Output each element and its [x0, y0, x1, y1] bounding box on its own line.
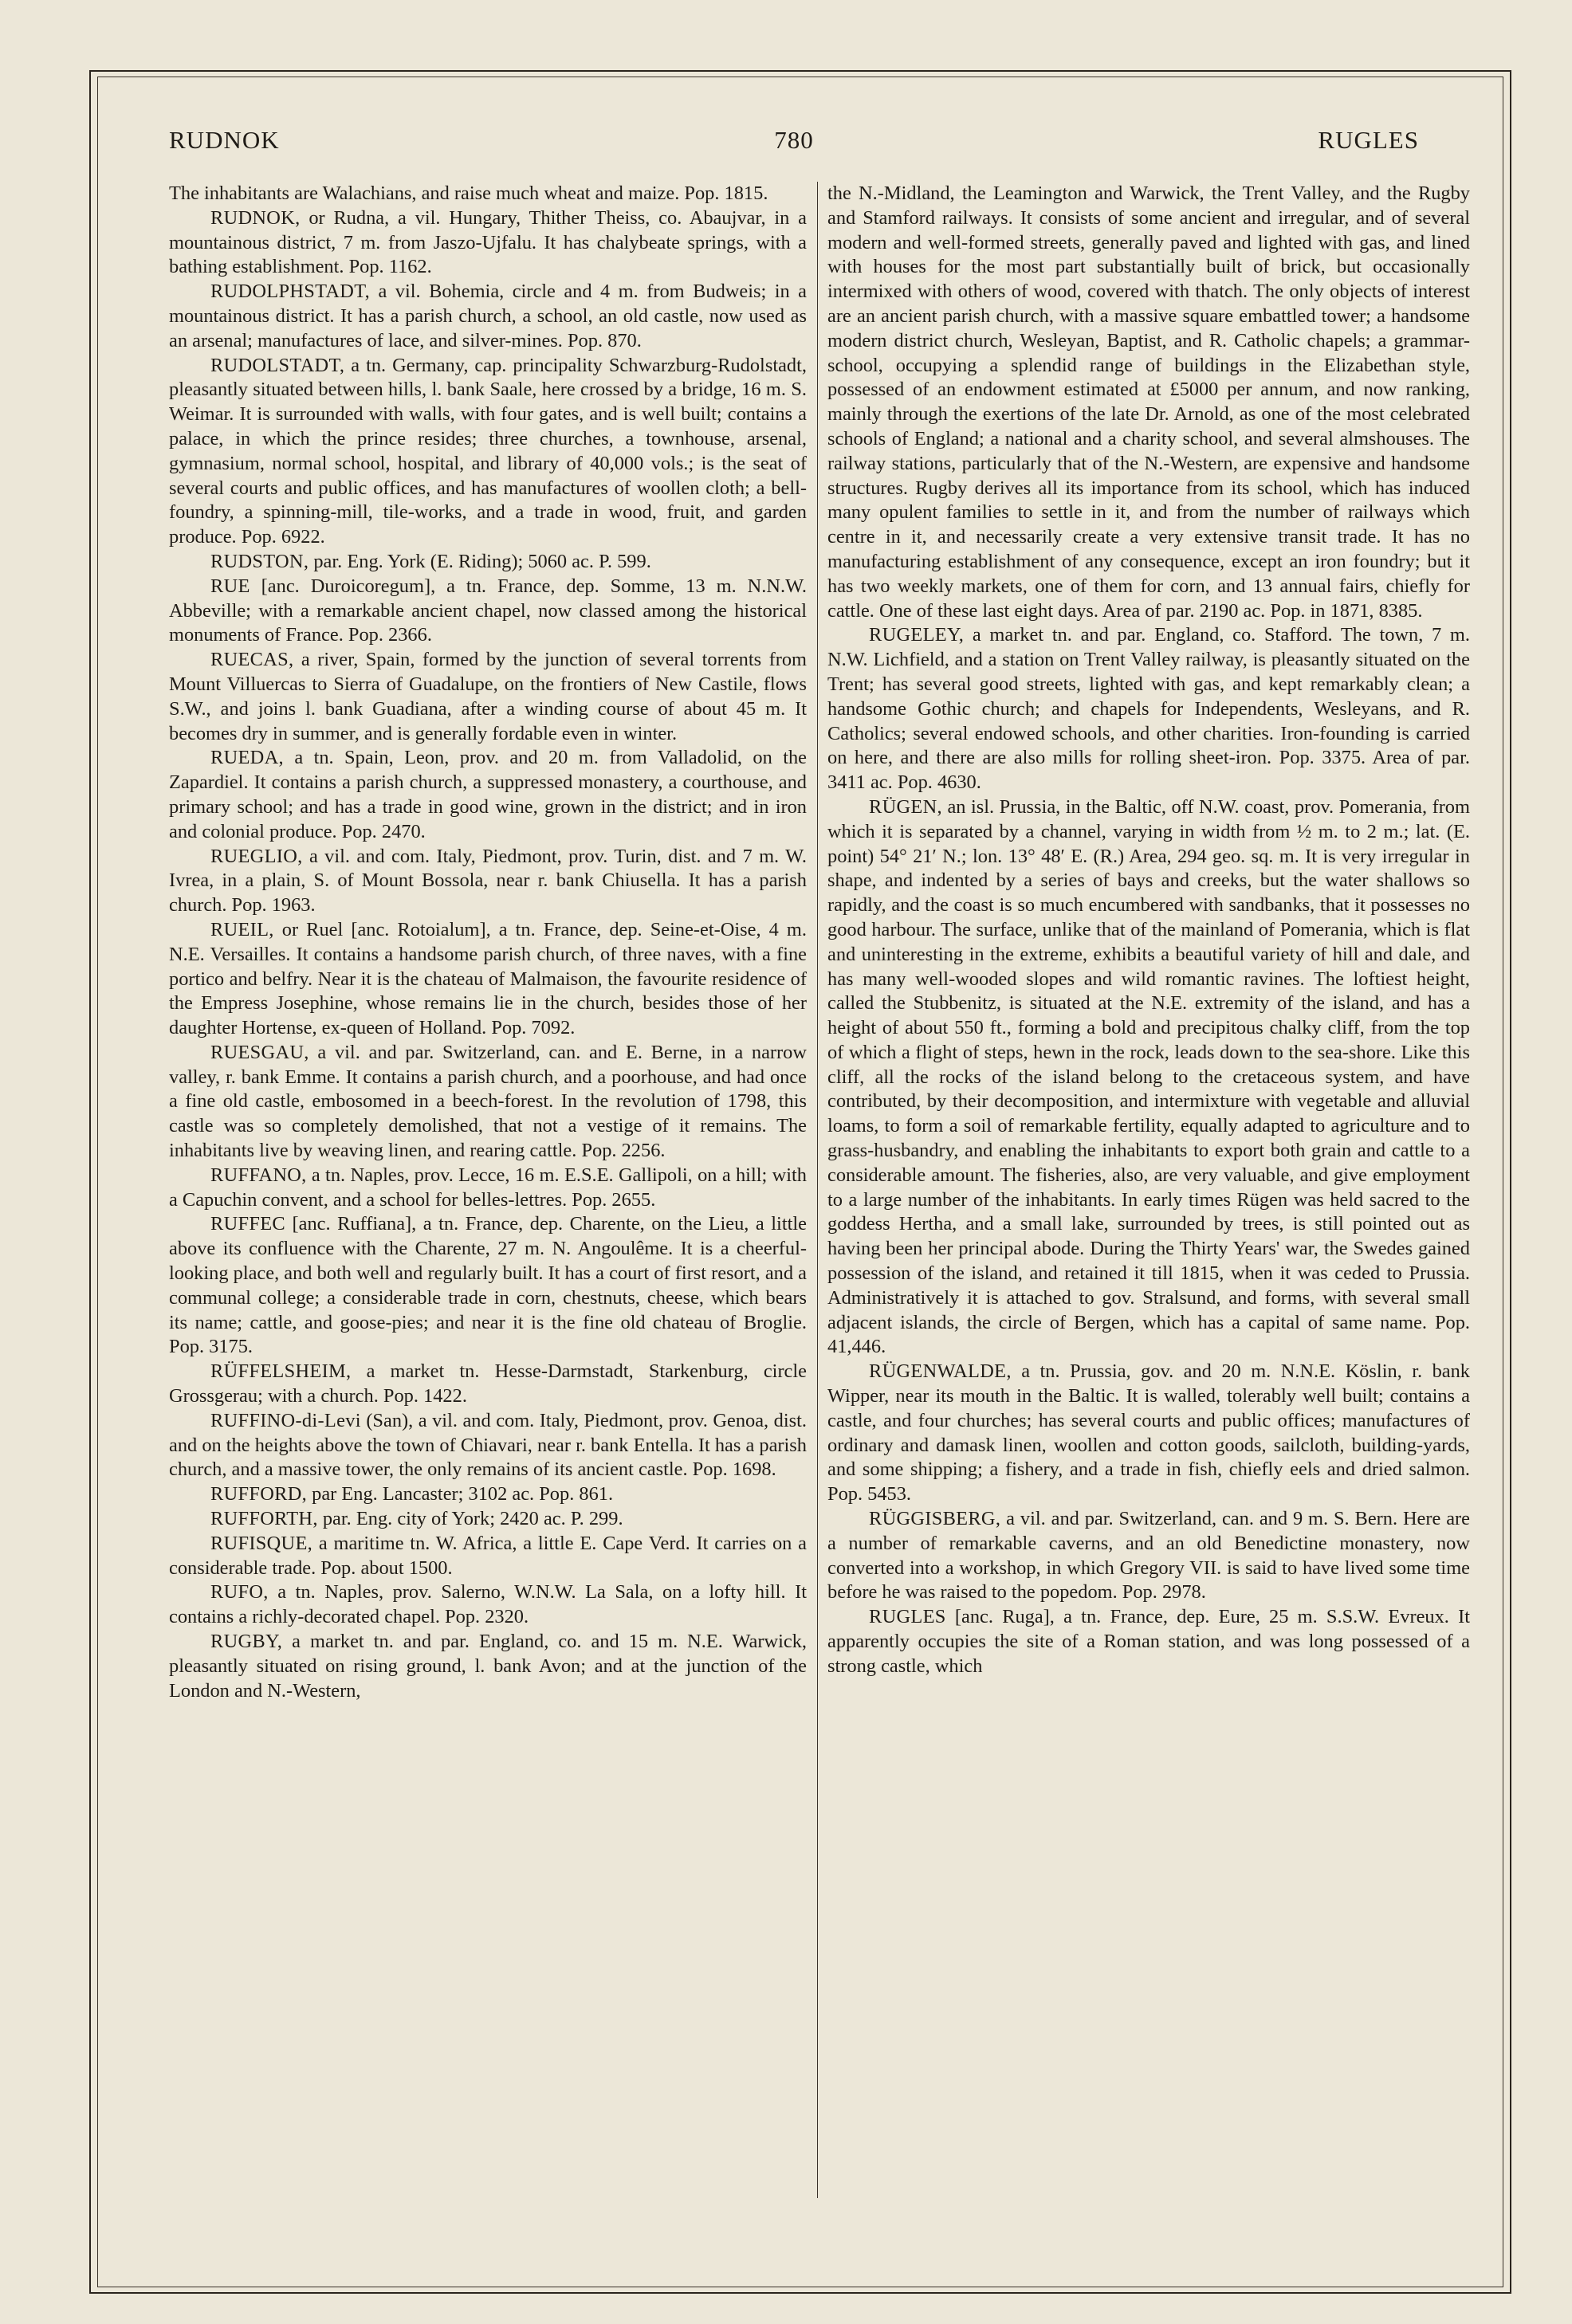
entry-headword: RUGLES — [869, 1606, 946, 1628]
gazetteer-entry — [169, 575, 807, 648]
column-divider — [817, 182, 818, 2198]
entry-text: a market tn. Hesse-Darmstadt, Starkenburg, circle Grossgerau; with a church. Pop. 1422. — [169, 1360, 807, 1407]
entry-text: [anc. Ruga], a tn. France, dep. Eure, 25 m. S.S.W. Evreux. It apparently occupies the site of a Roman station, and was long possessed of a strong castle, which — [827, 1606, 1470, 1677]
gazetteer-entry — [169, 550, 807, 575]
gazetteer-entry — [169, 354, 807, 550]
entry-text: a market tn. and par. England, co. Stafford. The town, 7 m. N.W. Lichfield, and a station on Trent Valley railway, is pleasantly situated on the Trent; has several good streets, lighted with gas, and kept remarkably clean; a handsome Gothic church; and chapels for Independents, Wesleyans, and R. Catholics; several endowed schools, and other charities. Iron-founding is carried on here, and there are also mills for rolling sheet-iron. Pop. 3375. Area of par. 3411 ac. Pop. 4630. — [827, 624, 1470, 794]
entry-headword: RUEGLIO, — [210, 845, 303, 867]
entry-headword: RUECAS, — [210, 649, 294, 671]
entry-headword: RÜFFELSHEIM, — [210, 1360, 352, 1383]
entry-text: a market tn. and par. England, co. and 15 m. N.E. Warwick, pleasantly situated on rising ground, l. bank Avon; and at the junction of the London and N.-Western, — [169, 1631, 807, 1702]
gazetteer-entry — [169, 845, 807, 918]
entry-text: a vil. and par. Switzerland, can. and E. Berne, in a narrow valley, r. bank Emme. It contains a parish church, and a poorhouse, and had once a fine old castle, embosomed in a beech-forest. In the revolution of 1798, this castle was so completely demolished, that not a vestige of it remains. The inhabitants live by weaving linen, and rearing cattle. Pop. 2256. — [169, 1041, 807, 1162]
gazetteer-entry — [169, 1507, 807, 1532]
entry-text: a tn. Naples, prov. Salerno, W.N.W. La Sala, on a lofty hill. It contains a richly-decorated chapel. Pop. 2320. — [169, 1581, 807, 1628]
gazetteer-entry — [827, 795, 1470, 1360]
entry-headword: RUDSTON, — [210, 550, 309, 572]
entry-text: The inhabitants are Walachians, and raise much wheat and maize. Pop. 1815. — [169, 183, 768, 204]
entry-text: or Rudna, a vil. Hungary, Thither Theiss, co. Abaujvar, in a mountainous district, 7 m. from Jaszo-Ujfalu. It has chalybeate springs, with a bathing establishment. Pop. 1162. — [169, 206, 807, 278]
gazetteer-entry — [169, 1212, 807, 1360]
entry-headword: RUDOLPHSTADT, — [210, 281, 371, 303]
gazetteer-entry — [827, 182, 1470, 623]
entry-text: a tn. Naples, prov. Lecce, 16 m. E.S.E. Gallipoli, on a hill; with a Capuchin convent, and a school for belles-lettres. Pop. 2655. — [169, 1164, 807, 1211]
gazetteer-entry — [827, 1605, 1470, 1678]
gazetteer-entry — [169, 280, 807, 353]
entry-headword: RUGELEY, — [869, 624, 965, 646]
gazetteer-entry — [169, 648, 807, 746]
entry-headword: RUFO, — [210, 1581, 269, 1604]
entry-text: par Eng. Lancaster; 3102 ac. Pop. 861. — [312, 1483, 614, 1505]
entry-text: [anc. Ruffiana], a tn. France, dep. Charente, on the Lieu, a little above its confluence with the Charente, 27 m. N. Angoulême. It is a cheerful-looking place, and both well and regularly built. It has a court of first resort, and a communal college; a considerable trade in corn, chestnuts, cheese, which bears its name; cattle, and goose-pies; and near it is the fine old chateau of Broglie. Pop. 3175. — [169, 1213, 807, 1358]
entry-headword: RUFFANO, — [210, 1164, 307, 1186]
gazetteer-entry — [827, 1507, 1470, 1605]
running-header — [169, 126, 1419, 163]
entry-headword: RUEDA, — [210, 747, 284, 769]
gazetteer-entry — [169, 746, 807, 844]
entry-text: a maritime tn. W. Africa, a little E. Cape Verd. It carries on a considerable trade. Pop. about 1500. — [169, 1532, 807, 1579]
gazetteer-entry — [169, 1630, 807, 1703]
entry-headword: RUFFORD, — [210, 1483, 308, 1505]
entry-text: a tn. Spain, Leon, prov. and 20 m. from Valladolid, on the Zapardiel. It contains a parish church, a suppressed monastery, a courthouse, and primary school; and has a trade in good wine, grown in the district; and in iron and colonial produce. Pop. 2470. — [169, 747, 807, 842]
gazetteer-entry — [169, 182, 807, 206]
header-left-guideword: RUDNOK — [169, 126, 280, 154]
entry-headword: RUDNOK, — [210, 206, 301, 229]
left-column — [169, 182, 807, 2222]
gazetteer-entry — [169, 1164, 807, 1213]
entry-headword: RUEIL, — [210, 918, 274, 940]
entry-headword: RÜGENWALDE, — [869, 1360, 1012, 1383]
entry-headword: RUFFEC — [210, 1213, 285, 1235]
gazetteer-entry — [169, 206, 807, 280]
entry-headword: RUDOLSTADT, — [210, 354, 345, 376]
header-right-guideword: RUGLES — [1318, 126, 1419, 154]
gazetteer-entry — [169, 918, 807, 1041]
entry-text: (San), a vil. and com. Italy, Piedmont, prov. Genoa, dist. and on the heights above the town of Chiavari, near r. bank Entella. It has a parish church, and a massive tower, the only remains of its ancient castle. Pop. 1698. — [169, 1409, 807, 1481]
entry-text: or Ruel [anc. Rotoialum], a tn. France, dep. Seine-et-Oise, 4 m. N.E. Versailles. It contains a handsome parish church, of three naves, with a fine portico and belfry. Near it is the chateau of Malmaison, the favourite residence of the Empress Josephine, whose remains lie in the church, besides those of her daughter Hortense, ex-queen of Holland. Pop. 7092. — [169, 918, 807, 1039]
entry-text: a vil. Bohemia, circle and 4 m. from Budweis; in a mountainous district. It has a parish church, a school, an old castle, now used as an arsenal; manufactures of lace, and silver-mines. Pop. 870. — [169, 281, 807, 351]
entry-headword: RUESGAU, — [210, 1041, 309, 1063]
entry-text: a tn. Germany, cap. principality Schwarzburg-Rudolstadt, pleasantly situated between hills, l. bank Saale, here crossed by a bridge, 16 m. S. Weimar. It is surrounded with walls, with four gates, and is well built; contains a palace, in which the prince resides; three churches, a townhouse, arsenal, gymnasium, normal school, hospital, and library of 40,000 vols.; is the seat of several courts and public offices, and has manufactures of woollen cloth; a bell-foundry, a spinning-mill, tile-works, and a trade in wood, fruit, and garden produce. Pop. 6922. — [169, 354, 807, 548]
entry-headword: RUFFINO-di-Levi — [210, 1409, 361, 1431]
entry-text: par. Eng. York (E. Riding); 5060 ac. P. 599. — [313, 550, 651, 572]
gazetteer-entry — [169, 1041, 807, 1164]
gazetteer-entry — [169, 1360, 807, 1409]
entry-headword: RUGBY, — [210, 1631, 283, 1653]
entry-text: the N.-Midland, the Leamington and Warwick, the Trent Valley, and the Rugby and Stamford railways. It consists of some ancient and irregular, and of several modern and well-formed streets, generally paved and lighted with gas, and lined with houses for the most part substantially built of brick, but occasionally intermixed with others of wood, covered with thatch. The only objects of interest are an ancient parish church, with a massive square embattled tower; a handsome modern district church, Wesleyan, Baptist, and R. Catholic chapels; a grammar-school, occupying a splendid range of buildings in the Elizabethan style, possessed of an endowment estimated at £5000 per annum, and now ranking, mainly through the exertions of the late Dr. Arnold, as one of the most celebrated schools of England; a national and a charity school, and several almshouses. The railway stations, particularly that of the N.-Western, are expensive and handsome structures. Rugby derives all its importance from its school, which has induced many opulent families to settle in it, and from the number of railways which centre in it, and necessarily create a very extensive transit trade. It has no manufacturing establishment of any consequence, except an iron foundry; but it has two weekly markets, one of them for corn, and 13 annual fairs, chiefly for cattle. One of these last eight days. Area of par. 2190 ac. Pop. in 1871, 8385. — [827, 183, 1470, 622]
gazetteer-entry — [169, 1482, 807, 1507]
entry-text: a vil. and par. Switzerland, can. and 9 m. S. Bern. Here are a number of remarkable caverns, and an old Benedictine monastery, now converted into a workshop, in which Gregory VII. is said to have lived some time before he was raised to the popedom. Pop. 2978. — [827, 1508, 1470, 1604]
entry-headword: RÜGGISBERG, — [869, 1508, 1001, 1530]
page-number: 780 — [774, 126, 814, 154]
gazetteer-entry — [827, 1360, 1470, 1507]
right-column — [827, 182, 1470, 2222]
entry-text: a vil. and com. Italy, Piedmont, prov. Turin, dist. and 7 m. W. Ivrea, in a plain, S. of Mount Bossola, near r. bank Chiusella. It has a parish church. Pop. 1963. — [169, 845, 807, 917]
entry-text: a tn. Prussia, gov. and 20 m. N.N.E. Köslin, r. bank Wipper, near its mouth in the Baltic. It is walled, tolerably well built; contains a castle, and four churches; has several courts and public offices; manufactures of ordinary and damask linen, woollen and cotton goods, sailcloth, building-yards, and some shipping; a fishery, and a trade in fish, chiefly eels and dried salmon. Pop. 5453. — [827, 1360, 1470, 1505]
gazetteer-entry — [169, 1580, 807, 1630]
entry-text: an isl. Prussia, in the Baltic, off N.W. coast, prov. Pomerania, from which it is separated by a channel, varying in width from ½ m. to 2 m.; lat. (E. point) 54° 21′ N.; lon. 13° 48′ E. (R.) Area, 294 geo. sq. m. It is very irregular in shape, and indented by a series of bays and creeks, but the water shallows so rapidly, and the coast is so much encumbered with sandbanks, that it possesses no good harbour. The surface, unlike that of the mainland of Pomerania, which is flat and uninteresting in the extreme, exhibits a beautiful variety of hill and dale, and has many well-wooded slopes and wild romantic ravines. The loftiest height, called the Stubbenitz, is situated at the N.E. extremity of the island, and has a height of about 550 ft., forming a bold and precipitous chalky cliff, from the top of which a flight of steps, hewn in the rock, leads down to the sea-shore. Like this cliff, all the rocks of the island belong to the cretaceous system, and have contributed, by their decomposition, and intermixture with vegetable and alluvial loams, to form a soil of remarkable fertility, equally adapted to agriculture and to grass-husbandry, and enabling the inhabitants to export both grain and cattle to a considerable amount. The fisheries, also, are very valuable, and give employment to a large number of the inhabitants. In early times Rügen was held sacred to the goddess Hertha, and a small lake, surrounded by trees, is still pointed out as having been her principal abode. During the Thirty Years' war, the Swedes gained possession of the island, and retained it till 1815, when it was ceded to Prussia. Administratively it is attached to gov. Stralsund, and forms, with several small adjacent islands, the circle of Bergen, which has a capital of same name. Pop. 41,446. — [827, 795, 1470, 1358]
entry-headword: RUFFORTH, — [210, 1508, 318, 1530]
entry-headword: RÜGEN, — [869, 795, 942, 818]
entry-text: [anc. Duroicoregum], a tn. France, dep. Somme, 13 m. N.N.W. Abbeville; with a remarkable ancient chapel, now classed among the historical monuments of France. Pop. 2366. — [169, 575, 807, 646]
entry-headword: RUE — [210, 575, 250, 597]
gazetteer-entry — [169, 1532, 807, 1581]
gazetteer-entry — [827, 623, 1470, 795]
entry-text: a river, Spain, formed by the junction of several torrents from Mount Villuercas to Sierra of Guadalupe, on the frontiers of New Castile, flows S.W., and joins l. bank Guadiana, after a winding course of about 45 m. It becomes dry in summer, and is generally fordable even in winter. — [169, 649, 807, 744]
entry-headword: RUFISQUE, — [210, 1532, 313, 1554]
gazetteer-entry — [169, 1409, 807, 1482]
entry-text: par. Eng. city of York; 2420 ac. P. 299. — [322, 1508, 623, 1530]
